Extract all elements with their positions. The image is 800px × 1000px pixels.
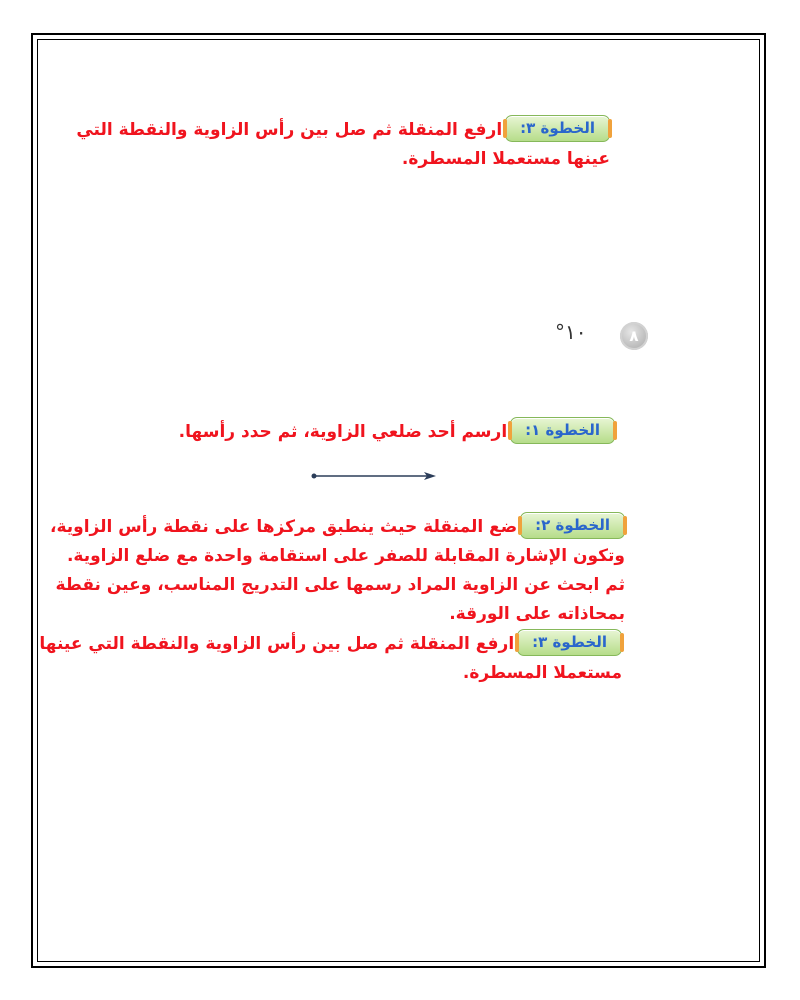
question-number-badge: ٨ bbox=[620, 322, 648, 350]
page-frame-inner bbox=[37, 39, 760, 962]
step3-top-line-2: عينها مستعملا المسطرة. bbox=[401, 149, 610, 169]
step2-line-2: وتكون الإشارة المقابلة للصفر على استقامة واحدة مع ضلع الزاوية. bbox=[66, 546, 625, 566]
step2-badge: الخطوة ٢: bbox=[520, 512, 625, 539]
step1-line: الخطوة ١:ارسم أحد ضلعي الزاوية، ثم حدد رأسها. bbox=[179, 418, 615, 447]
step3-bottom-line-2: مستعملا المسطرة. bbox=[462, 663, 622, 683]
step3-bottom-block bbox=[39, 630, 622, 688]
step3-bottom-line-1: الخطوة ٣:ارفع المنقلة ثم صل بين رأس الزاوية والنقطة التي عينها bbox=[39, 630, 622, 659]
step2-line-1: الخطوة ٢:ضع المنقلة حيث ينطبق مركزها على نقطة رأس الزاوية، bbox=[50, 513, 625, 542]
step3-bottom-badge: الخطوة ٣: bbox=[517, 629, 622, 656]
step2-line-3: ثم ابحث عن الزاوية المراد رسمها على التدريج المناسب، وعين نقطة bbox=[55, 575, 625, 595]
step1-block bbox=[179, 418, 615, 447]
angle-ray-drawing bbox=[310, 468, 440, 484]
step3-top-line-1: الخطوة ٣:ارفع المنقلة ثم صل بين رأس الزاوية والنقطة التي bbox=[76, 116, 610, 145]
ray-vertex-point bbox=[312, 474, 317, 479]
step2-block bbox=[50, 513, 625, 629]
step2-line-4: بمحاذاته على الورقة. bbox=[449, 604, 625, 624]
question-angle: ١٠° bbox=[555, 320, 587, 344]
step1-badge: الخطوة ١: bbox=[510, 417, 615, 444]
step3-top-block bbox=[76, 116, 610, 174]
step3-top-badge: الخطوة ٣: bbox=[505, 115, 610, 142]
